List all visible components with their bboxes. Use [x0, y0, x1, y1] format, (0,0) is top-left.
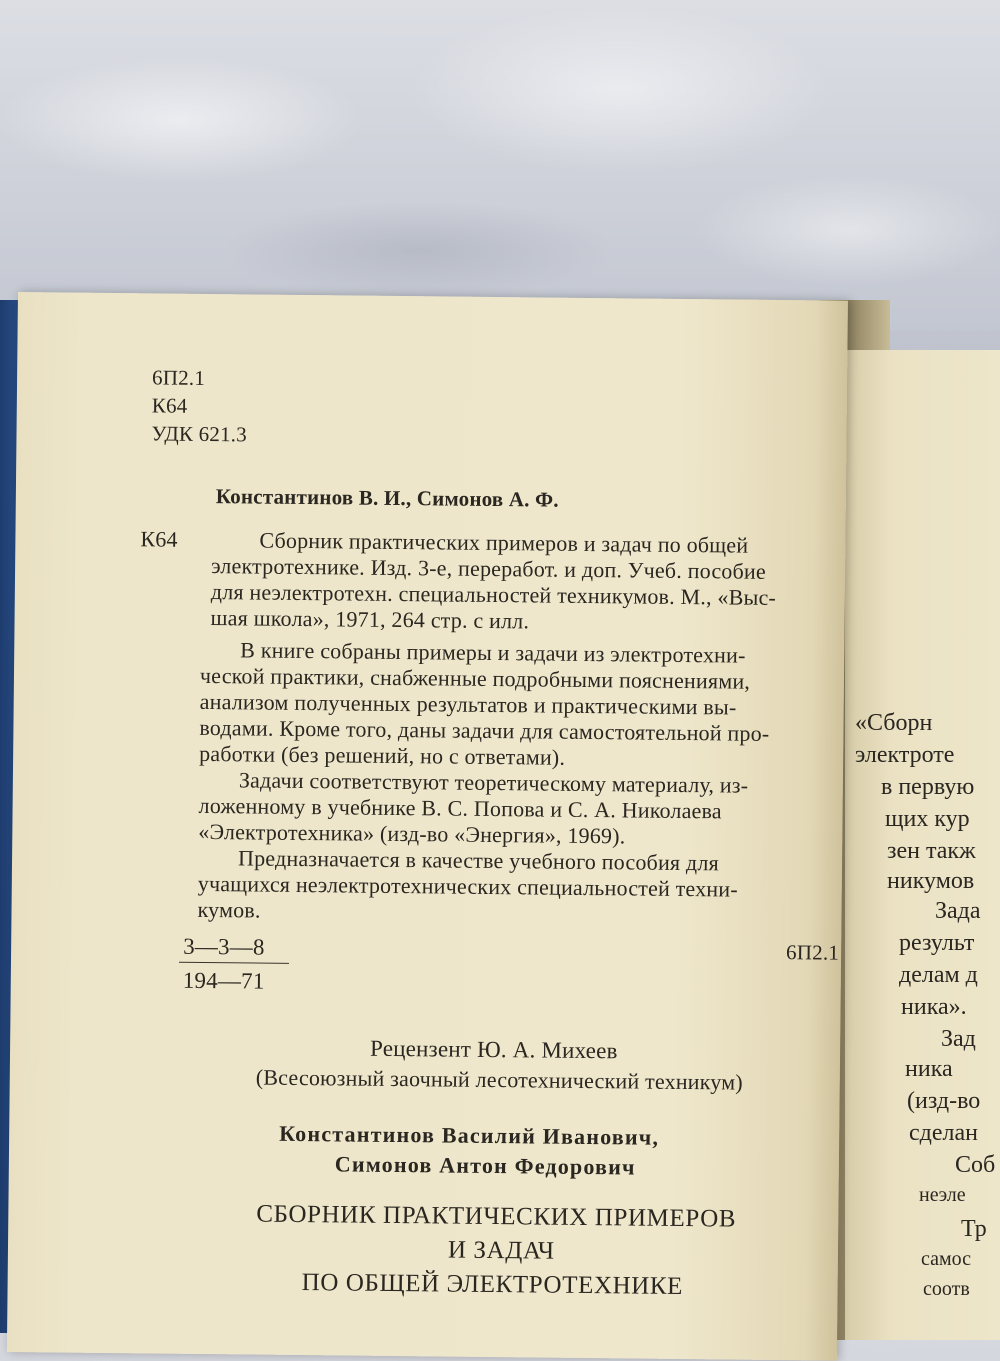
entry-line: для неэлектротехн. специальностей техникумов. М., «Выс- — [210, 579, 777, 610]
right-line: Зада — [935, 898, 981, 924]
book-title-line: ПО ОБЩЕЙ ЭЛЕКТРОТЕХНИКЕ — [301, 1269, 684, 1301]
udk-code: УДК 621.3 — [151, 421, 248, 447]
right-line: в первую — [881, 774, 975, 800]
abstract-line: Предназначается в качестве учебного пособия для — [237, 845, 720, 876]
abstract-line: «Электротехника» (изд-во «Энергия», 1969). — [198, 818, 626, 849]
entry-line: электротехнике. Изд. 3-е, переработ. и доп. Учеб. пособие — [211, 553, 767, 584]
reviewer-line: Рецензент Ю. А. Михеев — [369, 1035, 618, 1064]
right-line: (изд-во — [907, 1088, 981, 1114]
abstract-line: Задачи соответствуют теоретическому материалу, из- — [238, 767, 749, 798]
bbk-code: 6П2.1 — [151, 365, 206, 390]
right-line: ника». — [901, 994, 967, 1020]
book-title-line: СБОРНИК ПРАКТИЧЕСКИХ ПРИМЕРОВ — [256, 1200, 737, 1233]
abstract-line: анализом полученных результатов и практическими вы- — [199, 688, 737, 720]
entry-line: Сборник практических примеров и задач по общей — [259, 527, 749, 558]
book-title-line: И ЗАДАЧ — [447, 1236, 555, 1265]
right-line: ника — [905, 1056, 953, 1082]
abstract-line: учащихся неэлектротехнических специальностей техни- — [197, 870, 738, 902]
right-line: электроте — [855, 742, 955, 768]
fraction-numerator: 3—3—8 — [183, 933, 265, 960]
full-author: Константинов Василий Иванович, — [279, 1120, 660, 1150]
fraction-denominator: 194—71 — [182, 967, 265, 994]
right-line: Соб — [955, 1152, 996, 1178]
right-line: зен такж — [887, 838, 976, 864]
right-page — [845, 350, 1000, 1340]
abstract-line: В книге собраны примеры и задачи из электротехни- — [240, 637, 746, 668]
bbk-code-footer: 6П2.1 — [786, 940, 840, 965]
full-author: Симонов Антон Федорович — [334, 1151, 636, 1180]
abstract-line: ческой практики, снабженные подробными пояснениями, — [199, 662, 751, 694]
reviewer-affiliation: (Всесоюзный заочный лесотехнический техникум) — [255, 1064, 743, 1095]
entry-mark: К64 — [140, 526, 178, 552]
authors-heading: Константинов В. И., Симонов А. Ф. — [215, 484, 559, 512]
fraction-rule — [179, 962, 289, 964]
entry-line: шая школа», 1971, 264 стр. с илл. — [210, 605, 530, 634]
left-page — [7, 292, 848, 1361]
abstract-line: кумов. — [197, 896, 261, 923]
right-line: Тр — [961, 1216, 987, 1242]
right-line: никумов — [887, 868, 975, 894]
right-line: неэле — [919, 1184, 966, 1206]
right-line: «Сборн — [855, 710, 933, 736]
right-line: щих кур — [885, 806, 970, 832]
author-mark: К64 — [151, 393, 188, 418]
abstract-line: водами. Кроме того, даны задачи для самостоятельной про- — [199, 714, 770, 746]
right-line: результ — [899, 930, 975, 956]
background-fabric — [0, 0, 1000, 330]
right-line: Зад — [941, 1026, 976, 1052]
right-line: сделан — [909, 1120, 978, 1146]
right-line: самос — [921, 1248, 972, 1270]
abstract-line: ложенному в учебнике В. С. Попова и С. А. Николаева — [198, 792, 722, 824]
right-line: соотв — [923, 1278, 970, 1300]
right-line: делам д — [899, 962, 978, 988]
abstract-line: работки (без решений, но с ответами). — [199, 740, 566, 770]
